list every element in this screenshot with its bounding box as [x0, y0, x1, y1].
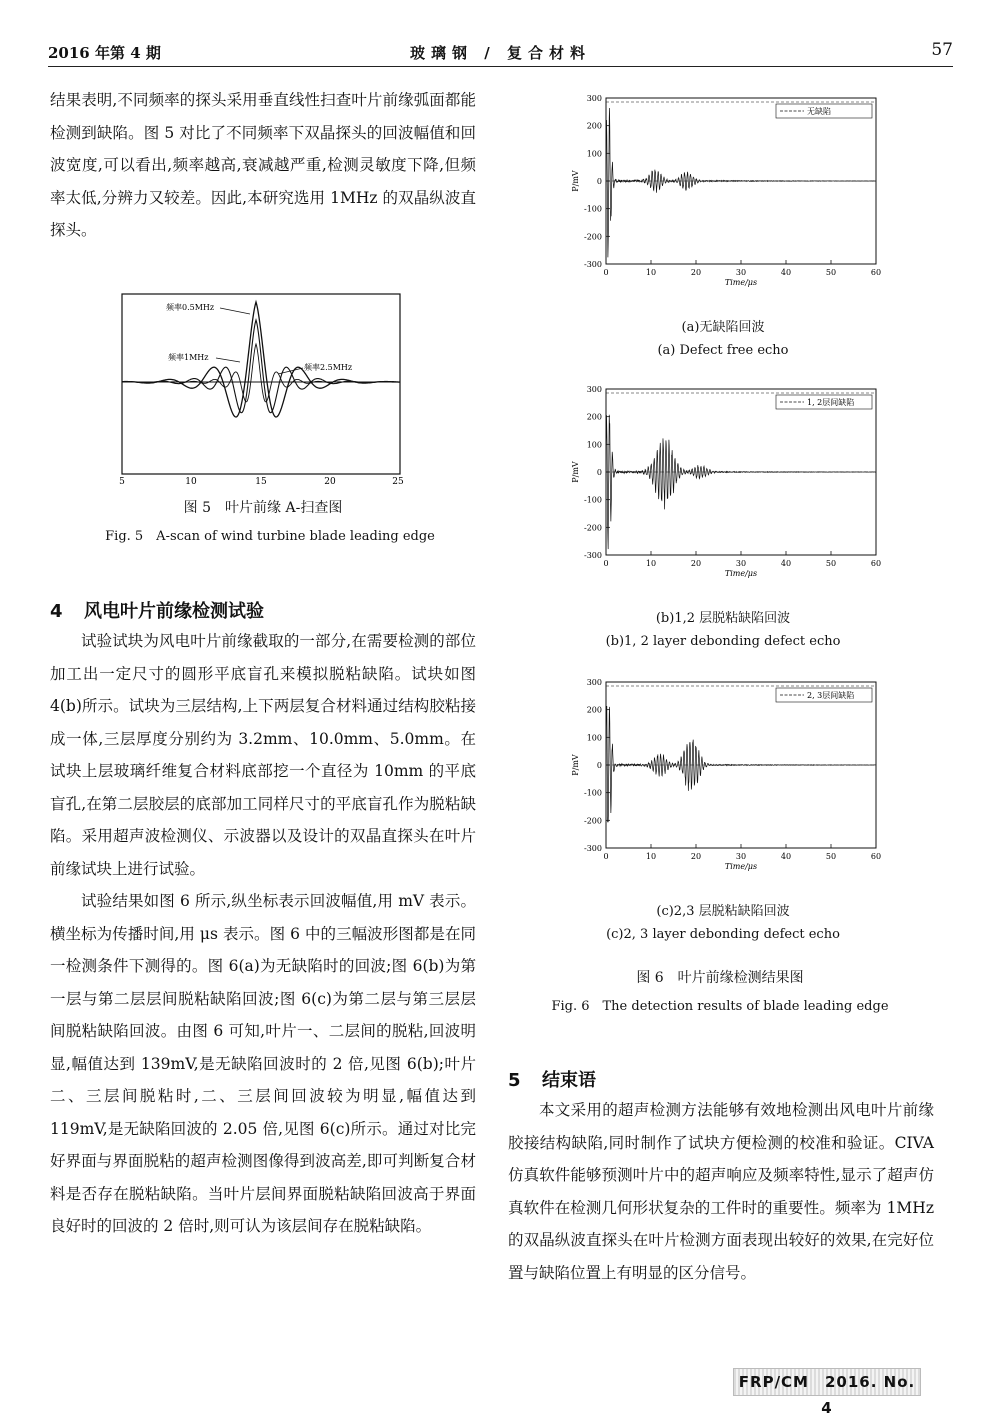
- y-tick-label: 100: [586, 733, 602, 743]
- y-tick-label: -200: [584, 232, 602, 242]
- intro-paragraph: 结果表明,不同频率的探头采用垂直线性扫查叶片前缘弧面都能检测到缺陷。图 5 对比了不同频率下双晶探头的回波幅值和回波宽度,可以看出,频率越高,衰减越严重,检测灵敏度下降,但频率太低,分辨力又较差。因此,本研究选用 1MHz 的双晶纵波直探头。: [50, 91, 476, 239]
- fig6c-plot: [558, 676, 888, 881]
- y-tick-label: -200: [584, 816, 602, 826]
- y-axis-label: P/mV: [571, 754, 580, 776]
- fig6-caption-cn: 图 6 叶片前缘检测结果图: [636, 970, 804, 986]
- fig5-caption-en: Fig. 5 A-scan of wind turbine blade leading edge: [105, 529, 435, 544]
- issue-label: 2016 年第 4 期: [48, 44, 161, 62]
- fig5-xtick: 20: [324, 477, 336, 486]
- fig6a-plot: [558, 92, 888, 297]
- x-tick-label: 30: [735, 559, 747, 568]
- x-tick-label: 60: [870, 852, 882, 861]
- y-tick-label: 100: [586, 440, 602, 450]
- legend-label: 2, 3层间缺陷: [807, 691, 855, 700]
- x-tick-label: 10: [645, 559, 657, 568]
- y-axis-label: P/mV: [571, 461, 580, 483]
- fig6b-caption-en: (b)1, 2 layer debonding defect echo: [605, 634, 841, 649]
- fig6-caption-en: Fig. 6 The detection results of blade leading edge: [551, 999, 889, 1014]
- journal-name: 玻璃钢 / 复合材料: [410, 44, 591, 62]
- x-tick-label: 60: [870, 268, 882, 277]
- figure-6c: [558, 676, 888, 885]
- fig6c-caption-cn: (c)2,3 层脱粘缺陷回波: [656, 904, 790, 919]
- legend-label: 无缺陷: [807, 107, 831, 116]
- figure-6a: [558, 92, 888, 301]
- x-tick-label: 30: [735, 852, 747, 861]
- x-tick-label: 0: [603, 268, 609, 277]
- fig6a-caption-cn: (a)无缺陷回波: [681, 320, 765, 335]
- figure-5: [118, 290, 408, 486]
- x-tick-label: 40: [780, 559, 792, 568]
- fig5-xtick: 15: [255, 477, 267, 486]
- fig6b-caption-cn: (b)1,2 层脱粘缺陷回波: [655, 611, 791, 626]
- section-5: [508, 1066, 934, 1289]
- y-tick-label: -300: [584, 844, 602, 853]
- fig5-xtick: 10: [185, 477, 197, 486]
- fig5-label-0.5mhz: 频率0.5MHz: [166, 303, 215, 312]
- fig6b-plot: [558, 383, 888, 588]
- x-axis-label: Time/μs: [724, 569, 758, 578]
- fig5-plot: [118, 290, 408, 486]
- fig6a-caption-en: (a) Defect free echo: [657, 343, 789, 358]
- y-tick-label: 200: [586, 121, 602, 131]
- y-tick-label: 0: [596, 468, 602, 477]
- y-tick-label: 200: [586, 705, 602, 715]
- fig5-label-2.5mhz: 频率2.5MHz: [304, 363, 353, 372]
- x-tick-label: 10: [645, 268, 657, 277]
- x-tick-label: 0: [603, 852, 609, 861]
- fig5-caption-cn: 图 5 叶片前缘 A-扫查图: [183, 500, 343, 516]
- x-tick-label: 40: [780, 852, 792, 861]
- x-tick-label: 0: [603, 559, 609, 568]
- x-axis-label: Time/μs: [724, 278, 758, 287]
- x-tick-label: 50: [825, 559, 837, 568]
- section-4-paragraph-2: 试验结果如图 6 所示,纵坐标表示回波幅值,用 mV 表示。横坐标为传播时间,用 μs 表示。图 6 中的三幅波形图都是在同一检测条件下测得的。图 6(a)为无缺陷时的回波;图 6(b)为第一层与第二层层间脱粘缺陷回波;图 6(c)为第二层与第三层层间脱粘缺陷回波。由图 6 可知,叶片一、二层间的脱粘,回波明显,幅值达到 139mV,是无缺陷回波时的 2 倍,见图 6(b);叶片二、三层间脱粘时,二、三层间回波较为明显,幅值达到 119mV,是无缺陷回波的 2.05 倍,见图 6(c)所示。通过对比完好界面与界面脱粘的超声检测图像得到波高差,即可判断复合材料是否存在脱粘缺陷。当叶片层间界面脱粘缺陷回波高于界面良好时的回波的 2 倍时,则可认为该层间存在脱粘缺陷。: [50, 892, 476, 1235]
- y-tick-label: -300: [584, 260, 602, 269]
- x-tick-label: 60: [870, 559, 882, 568]
- y-tick-label: -100: [584, 495, 602, 505]
- fig5-label-1mhz: 频率1MHz: [168, 353, 209, 362]
- x-tick-label: 10: [645, 852, 657, 861]
- y-tick-label: -300: [584, 551, 602, 560]
- page-number: 57: [931, 40, 953, 60]
- y-axis-label: P/mV: [571, 170, 580, 192]
- section-4-heading: 4 风电叶片前缘检测试验: [50, 601, 264, 622]
- legend-label: 1, 2层间缺陷: [807, 398, 855, 407]
- y-tick-label: 300: [586, 678, 602, 687]
- fig5-xtick: 25: [392, 477, 404, 486]
- x-axis-label: Time/μs: [724, 862, 758, 871]
- fig5-leader-3: [278, 368, 303, 374]
- y-tick-label: -100: [584, 204, 602, 214]
- y-tick-label: 300: [586, 385, 602, 394]
- running-header: [48, 36, 953, 67]
- fig5-leader-1: [220, 308, 250, 314]
- echo-waveform: [606, 706, 876, 822]
- fig5-leader-2: [216, 358, 240, 362]
- x-tick-label: 50: [825, 268, 837, 277]
- figure-6b: [558, 383, 888, 592]
- x-tick-label: 20: [690, 559, 702, 568]
- echo-waveform: [606, 415, 876, 549]
- fig5-frame: [122, 294, 400, 474]
- journal-footer-tag: FRP/CM 2016. No. 4: [733, 1368, 921, 1396]
- x-tick-label: 20: [690, 268, 702, 277]
- x-tick-label: 20: [690, 852, 702, 861]
- x-tick-label: 30: [735, 268, 747, 277]
- y-tick-label: 300: [586, 94, 602, 103]
- fig6c-caption-en: (c)2, 3 layer debonding defect echo: [606, 927, 840, 942]
- echo-waveform: [606, 108, 876, 257]
- section-4: [50, 597, 476, 1243]
- section-5-heading: 5 结束语: [508, 1070, 596, 1091]
- section-4-paragraph-1: 试验试块为风电叶片前缘截取的一部分,在需要检测的部位加工出一定尺寸的圆形平底盲孔来模拟脱粘缺陷。试块如图 4(b)所示。试块为三层结构,上下两层复合材料通过结构胶粘接成一体,三层厚度分别约为 3.2mm、10.0mm、5.0mm。在试块上层玻璃纤维复合材料底部挖一个直径为 10mm 的平底盲孔,在第二层胶层的底部加工同样尺寸的平底盲孔作为脱粘缺陷。采用超声波检测仪、示波器以及设计的双晶直探头在叶片前缘试块上进行试验。: [50, 632, 476, 878]
- y-tick-label: 100: [586, 149, 602, 159]
- y-tick-label: 0: [596, 177, 602, 186]
- y-tick-label: -100: [584, 788, 602, 798]
- y-tick-label: 200: [586, 412, 602, 422]
- y-tick-label: 0: [596, 761, 602, 770]
- left-column: [50, 84, 476, 247]
- x-tick-label: 40: [780, 268, 792, 277]
- section-5-paragraph: 本文采用的超声检测方法能够有效地检测出风电叶片前缘胶接结构缺陷,同时制作了试块方便检测的校准和验证。CIVA 仿真软件能够预测叶片中的超声响应及频率特性,显示了超声仿真软件在检测几何形状复杂的工件时的重要性。频率为 1MHz 的双晶纵波直探头在叶片检测方面表现出较好的效果,在完好位置与缺陷位置上有明显的区分信号。: [508, 1101, 934, 1282]
- fig5-xtick: 5: [119, 477, 125, 486]
- y-tick-label: -200: [584, 523, 602, 533]
- x-tick-label: 50: [825, 852, 837, 861]
